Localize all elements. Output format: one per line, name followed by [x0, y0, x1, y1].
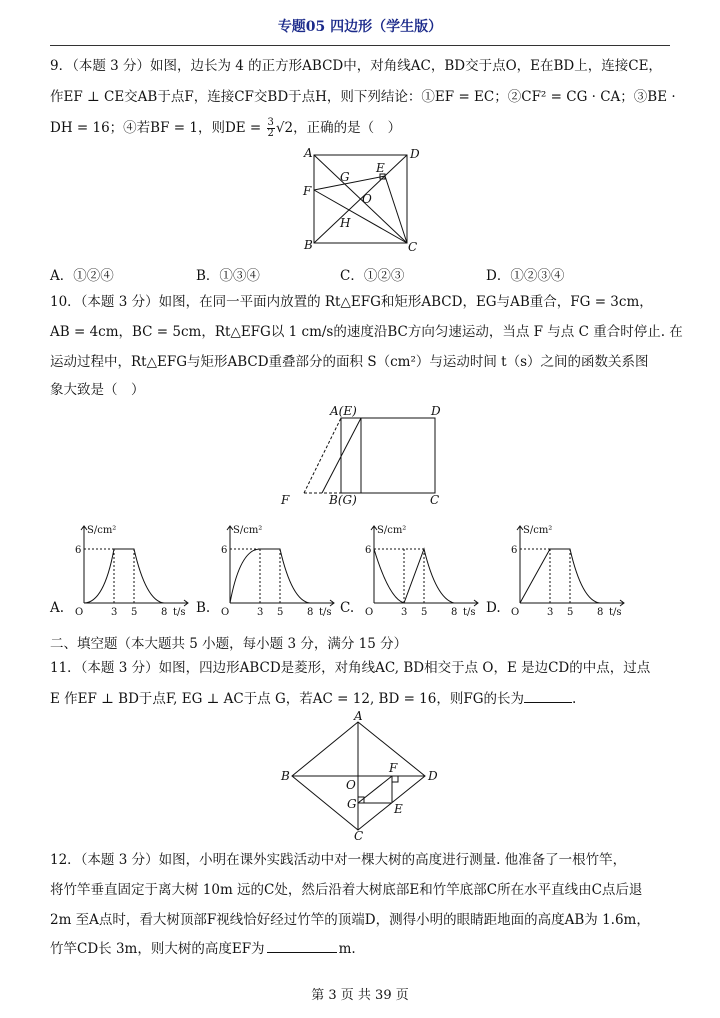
graph-tick-6: 6 [511, 545, 518, 556]
q11-label-d: D [428, 769, 438, 783]
q11-line1: 11．（本题 3 分）如图，四边形ABCD是菱形，对角线AC, BD相交于点 O，E 是边CD的中点，过点 [50, 660, 651, 676]
q9-line1: 9．（本题 3 分）如图，边长为 4 的正方形ABCD中，对角线AC，BD交于点O，E在BD上，连接CE， [50, 58, 662, 74]
q11-right-angle-f [392, 776, 398, 782]
graph-tick-8: 8 [161, 607, 168, 618]
graph-tick-5: 5 [421, 607, 428, 618]
q11-segment-fg [358, 776, 392, 803]
q10-line2: AB = 4cm，BC = 5cm，Rt△EFG以 1 cm/s的速度沿BC方向匀速运动，当点 F 与点 C 重合时停止. 在 [50, 324, 683, 340]
q10-graph-svg [362, 520, 484, 618]
graph-x-label: t/s [463, 607, 476, 618]
graph-curve [520, 549, 600, 603]
q10-label-ae: A(E) [330, 404, 357, 418]
graph-tick-5: 5 [567, 607, 574, 618]
q11-rhombus-figure [280, 709, 440, 843]
q9-frac-den: 2 [267, 128, 274, 139]
graph-origin: O [365, 607, 374, 618]
q10-dashed-fe [304, 418, 341, 493]
page-header-title: 专题05 四边形（学生版） [277, 19, 443, 35]
q12-line2: 将竹竿垂直固定于离大树 10m 远的C处，然后沿着大树底部E和竹竿底部C所在水平直线由C点后退 [50, 882, 643, 898]
q10-graph-option-a[interactable] [50, 520, 190, 618]
q9-label-a: A [304, 146, 313, 160]
graph-tick-8: 8 [307, 607, 314, 618]
graph-curve [374, 549, 454, 603]
q11-label-e: E [394, 802, 403, 816]
q9-label-f: F [303, 184, 312, 198]
q12-line1: 12．（本题 3 分）如图，小明在课外实践活动中对一棵大树的高度进行测量. 他准备了一根竹竿， [50, 852, 627, 868]
q10-graph-letter: C. [340, 600, 355, 616]
q11-line2-text: E 作EF ⊥ BD于点F, EG ⊥ AC于点 G，若AC = 12, BD = 16，则FG的长为 [50, 691, 525, 707]
q9-label-d: D [410, 147, 420, 161]
graph-axes-group [81, 526, 188, 606]
q10-graph-option-b[interactable] [196, 520, 336, 618]
q10-rectangle-figure [275, 402, 455, 510]
graph-tick-8: 8 [451, 607, 458, 618]
q12-line4-text: 竹竿CD长 3m，则大树的高度EF为 [50, 941, 265, 957]
q12-line3: 2m 至A点时，看大树顶部F视线恰好经过竹竿的顶端D，测得小明的眼睛距地面的高度AB为 1.6m， [50, 912, 650, 928]
q9-option-a[interactable]: A．①②④ [50, 268, 114, 284]
q9-fraction [267, 118, 275, 139]
graph-tick-3: 3 [111, 607, 118, 618]
q10-label-f: F [281, 493, 290, 507]
q10-graph-letter: D. [486, 600, 501, 616]
graph-origin: O [221, 607, 230, 618]
q10-graph-svg [218, 520, 340, 618]
q9-frac-num: 3 [267, 117, 274, 128]
q11-label-c: C [354, 829, 364, 843]
q9-label-o: O [362, 192, 372, 206]
graph-axes-group [517, 526, 624, 606]
q10-line3: 运动过程中，Rt△EFG与矩形ABCD重叠部分的面积 S（cm²）与运动时间 t（s）之间的函数关系图 [50, 354, 649, 370]
graph-tick-3: 3 [257, 607, 264, 618]
graph-tick-3: 3 [547, 607, 554, 618]
q10-label-d: D [431, 404, 441, 418]
q9-label-b: B [304, 238, 313, 252]
q10-line1: 10．（本题 3 分）如图，在同一平面内放置的 Rt△EFG和矩形ABCD，EG与AB重合，FG = 3cm， [50, 294, 653, 310]
graph-x-label: t/s [609, 607, 622, 618]
graph-tick-6: 6 [221, 545, 228, 556]
q11-line2 [50, 688, 576, 709]
q11-label-o: O [346, 778, 356, 792]
q10-graph-option-d[interactable] [486, 520, 626, 618]
graph-curve [84, 549, 164, 603]
q12-line4 [50, 938, 356, 959]
q12-line4-tail: m. [338, 941, 356, 957]
q9-label-e: E [376, 161, 385, 175]
q11-line2-tail: . [572, 691, 577, 707]
q11-answer-blank[interactable] [524, 688, 572, 703]
graph-curve [230, 549, 310, 603]
graph-y-label: S/cm² [233, 525, 263, 536]
q9-square-figure [290, 145, 430, 255]
q11-label-a: A [354, 709, 363, 723]
header-divider [50, 45, 670, 46]
q9-line3-tail: √2，正确的是（ ） [275, 120, 402, 136]
q9-line3 [50, 118, 401, 139]
q11-label-b: B [281, 769, 290, 783]
q9-label-c: C [408, 240, 418, 254]
graph-x-label: t/s [319, 607, 332, 618]
q10-graph-svg [508, 520, 630, 618]
graph-origin: O [75, 607, 84, 618]
graph-tick-5: 5 [277, 607, 284, 618]
q10-label-bg: B(G) [329, 493, 357, 507]
graph-y-label: S/cm² [377, 525, 407, 536]
graph-tick-3: 3 [401, 607, 408, 618]
q9-line3-text: DH = 16；④若BF = 1，则DE = [50, 120, 266, 136]
section-fill-in-title: 二、填空题（本大题共 5 小题，每小题 3 分，满分 15 分） [50, 636, 408, 652]
q10-graph-letter: B. [196, 600, 211, 616]
q9-line2: 作EF ⊥ CE交AB于点F，连接CF交BD于点H，则下列结论：①EF = EC；②CF² = CG · CA；③BE · [50, 89, 676, 105]
q10-graph-option-c[interactable] [340, 520, 480, 618]
q9-option-b[interactable]: B．①③④ [196, 268, 260, 284]
page-footer: 第 3 页 共 39 页 [311, 988, 409, 1003]
graph-tick-8: 8 [597, 607, 604, 618]
graph-tick-5: 5 [131, 607, 138, 618]
q11-label-f: F [389, 761, 398, 775]
graph-axes-group [371, 526, 478, 606]
graph-y-label: S/cm² [87, 525, 117, 536]
graph-y-label: S/cm² [523, 525, 553, 536]
graph-axes-group [227, 526, 334, 606]
q9-option-d[interactable]: D．①②③④ [486, 268, 565, 284]
q12-answer-blank[interactable] [267, 938, 337, 953]
q10-label-c: C [430, 493, 440, 507]
q10-graph-letter: A. [50, 600, 65, 616]
q10-line4: 象大致是（ ） [50, 382, 145, 398]
q9-label-g: G [340, 170, 350, 184]
graph-tick-6: 6 [75, 545, 82, 556]
q9-segment-fc [314, 190, 407, 243]
graph-x-label: t/s [173, 607, 186, 618]
q10-graph-svg [72, 520, 194, 618]
q9-option-c[interactable]: C．①②③ [340, 268, 405, 284]
q11-label-g: G [347, 797, 357, 811]
graph-tick-6: 6 [365, 545, 372, 556]
q9-label-h: H [340, 216, 351, 230]
graph-origin: O [511, 607, 520, 618]
